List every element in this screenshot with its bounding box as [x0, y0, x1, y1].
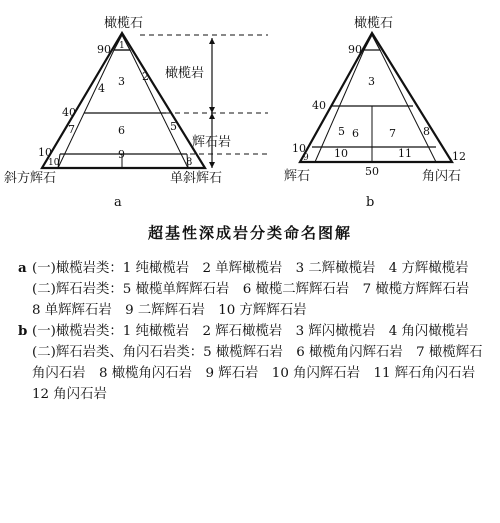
a-field-2: 2	[142, 70, 149, 83]
legend-b-text1: (一)橄榄岩类：1 纯橄榄岩 2 辉石橄榄岩 3 辉闪橄榄岩 4 角闪橄榄岩	[32, 324, 469, 339]
a-field-8: 8	[186, 157, 193, 168]
b-apex-label: 橄榄石	[354, 16, 394, 31]
a-right-label: 单斜辉石	[170, 171, 223, 186]
a-field-1: 1	[119, 41, 125, 51]
classification-diagrams	[0, 0, 500, 215]
legend-a-text1: (一)橄榄岩类：1 纯橄榄岩 2 单辉橄榄岩 3 二辉橄榄岩 4 方辉橄榄岩	[32, 261, 469, 276]
b-left-label: 辉石	[284, 169, 311, 184]
b-field-3: 3	[368, 75, 375, 88]
b-field-10: 10	[334, 147, 348, 160]
diagram-b-labels	[284, 15, 466, 210]
legend-a-letter: a	[18, 260, 27, 276]
a-field-10: 10	[48, 158, 60, 168]
a-field-5: 5	[170, 120, 177, 133]
arrow-a-4	[209, 162, 215, 168]
a-zone-top: 橄榄岩	[165, 66, 205, 81]
a-field-7: 7	[68, 123, 75, 136]
a-tick-10: 10	[38, 146, 52, 159]
b-field-8: 8	[423, 125, 430, 138]
legend-b-line2: (二)辉石岩类、角闪石岩类：5 橄榄辉石岩 6 橄榄角闪辉石岩 7 橄榄辉石角闪石岩 8 橄榄角闪石岩 9 辉石岩 10 角闪辉石岩 11 辉石角闪石岩 12 角闪石岩	[32, 345, 489, 402]
a-sublabel: a	[114, 195, 122, 210]
triangle-b-outer	[300, 33, 452, 162]
b-sublabel: b	[366, 195, 375, 210]
legend-a-line1	[18, 258, 488, 279]
a-field-4: 4	[98, 82, 105, 95]
b-tick-10: 10	[292, 142, 306, 155]
a-field-6: 6	[118, 124, 125, 137]
a-field-9: 9	[118, 148, 125, 161]
arrow-a-2	[209, 107, 215, 113]
arrow-a-3	[209, 113, 215, 119]
a-tick-90: 90	[97, 43, 111, 56]
legend-b-letter: b	[18, 323, 28, 339]
a-left-label: 斜方辉石	[4, 171, 57, 186]
b-field-5: 5	[338, 125, 345, 138]
b-field-6: 6	[352, 127, 359, 140]
b-field-7: 7	[389, 127, 396, 140]
a-zone-bottom: 辉石岩	[192, 135, 232, 150]
a-field-3: 3	[118, 75, 125, 88]
diagram-a	[42, 33, 268, 168]
a-apex-label: 橄榄石	[104, 16, 144, 31]
b-tick-12: 12	[452, 150, 466, 163]
a-tick-40: 40	[62, 106, 76, 119]
b-right-label: 角闪石	[422, 169, 462, 184]
b-field-9: 9	[303, 153, 309, 163]
b-tick-40: 40	[312, 99, 326, 112]
legend	[18, 258, 488, 405]
figure-caption: 超基性深成岩分类命名图解	[147, 224, 352, 242]
legend-a-line2: (二)辉石岩类：5 橄榄单辉辉石岩 6 橄榄二辉辉石岩 7 橄榄方辉辉石岩 8 单辉辉石岩 9 二辉辉石岩 10 方辉辉石岩	[32, 282, 483, 318]
b-tick-50: 50	[365, 165, 379, 178]
b-tick-90: 90	[348, 43, 362, 56]
legend-b-line1	[18, 321, 488, 342]
b-field-11: 11	[398, 147, 412, 160]
arrow-a-1	[209, 38, 215, 44]
diagram-b	[300, 33, 452, 162]
